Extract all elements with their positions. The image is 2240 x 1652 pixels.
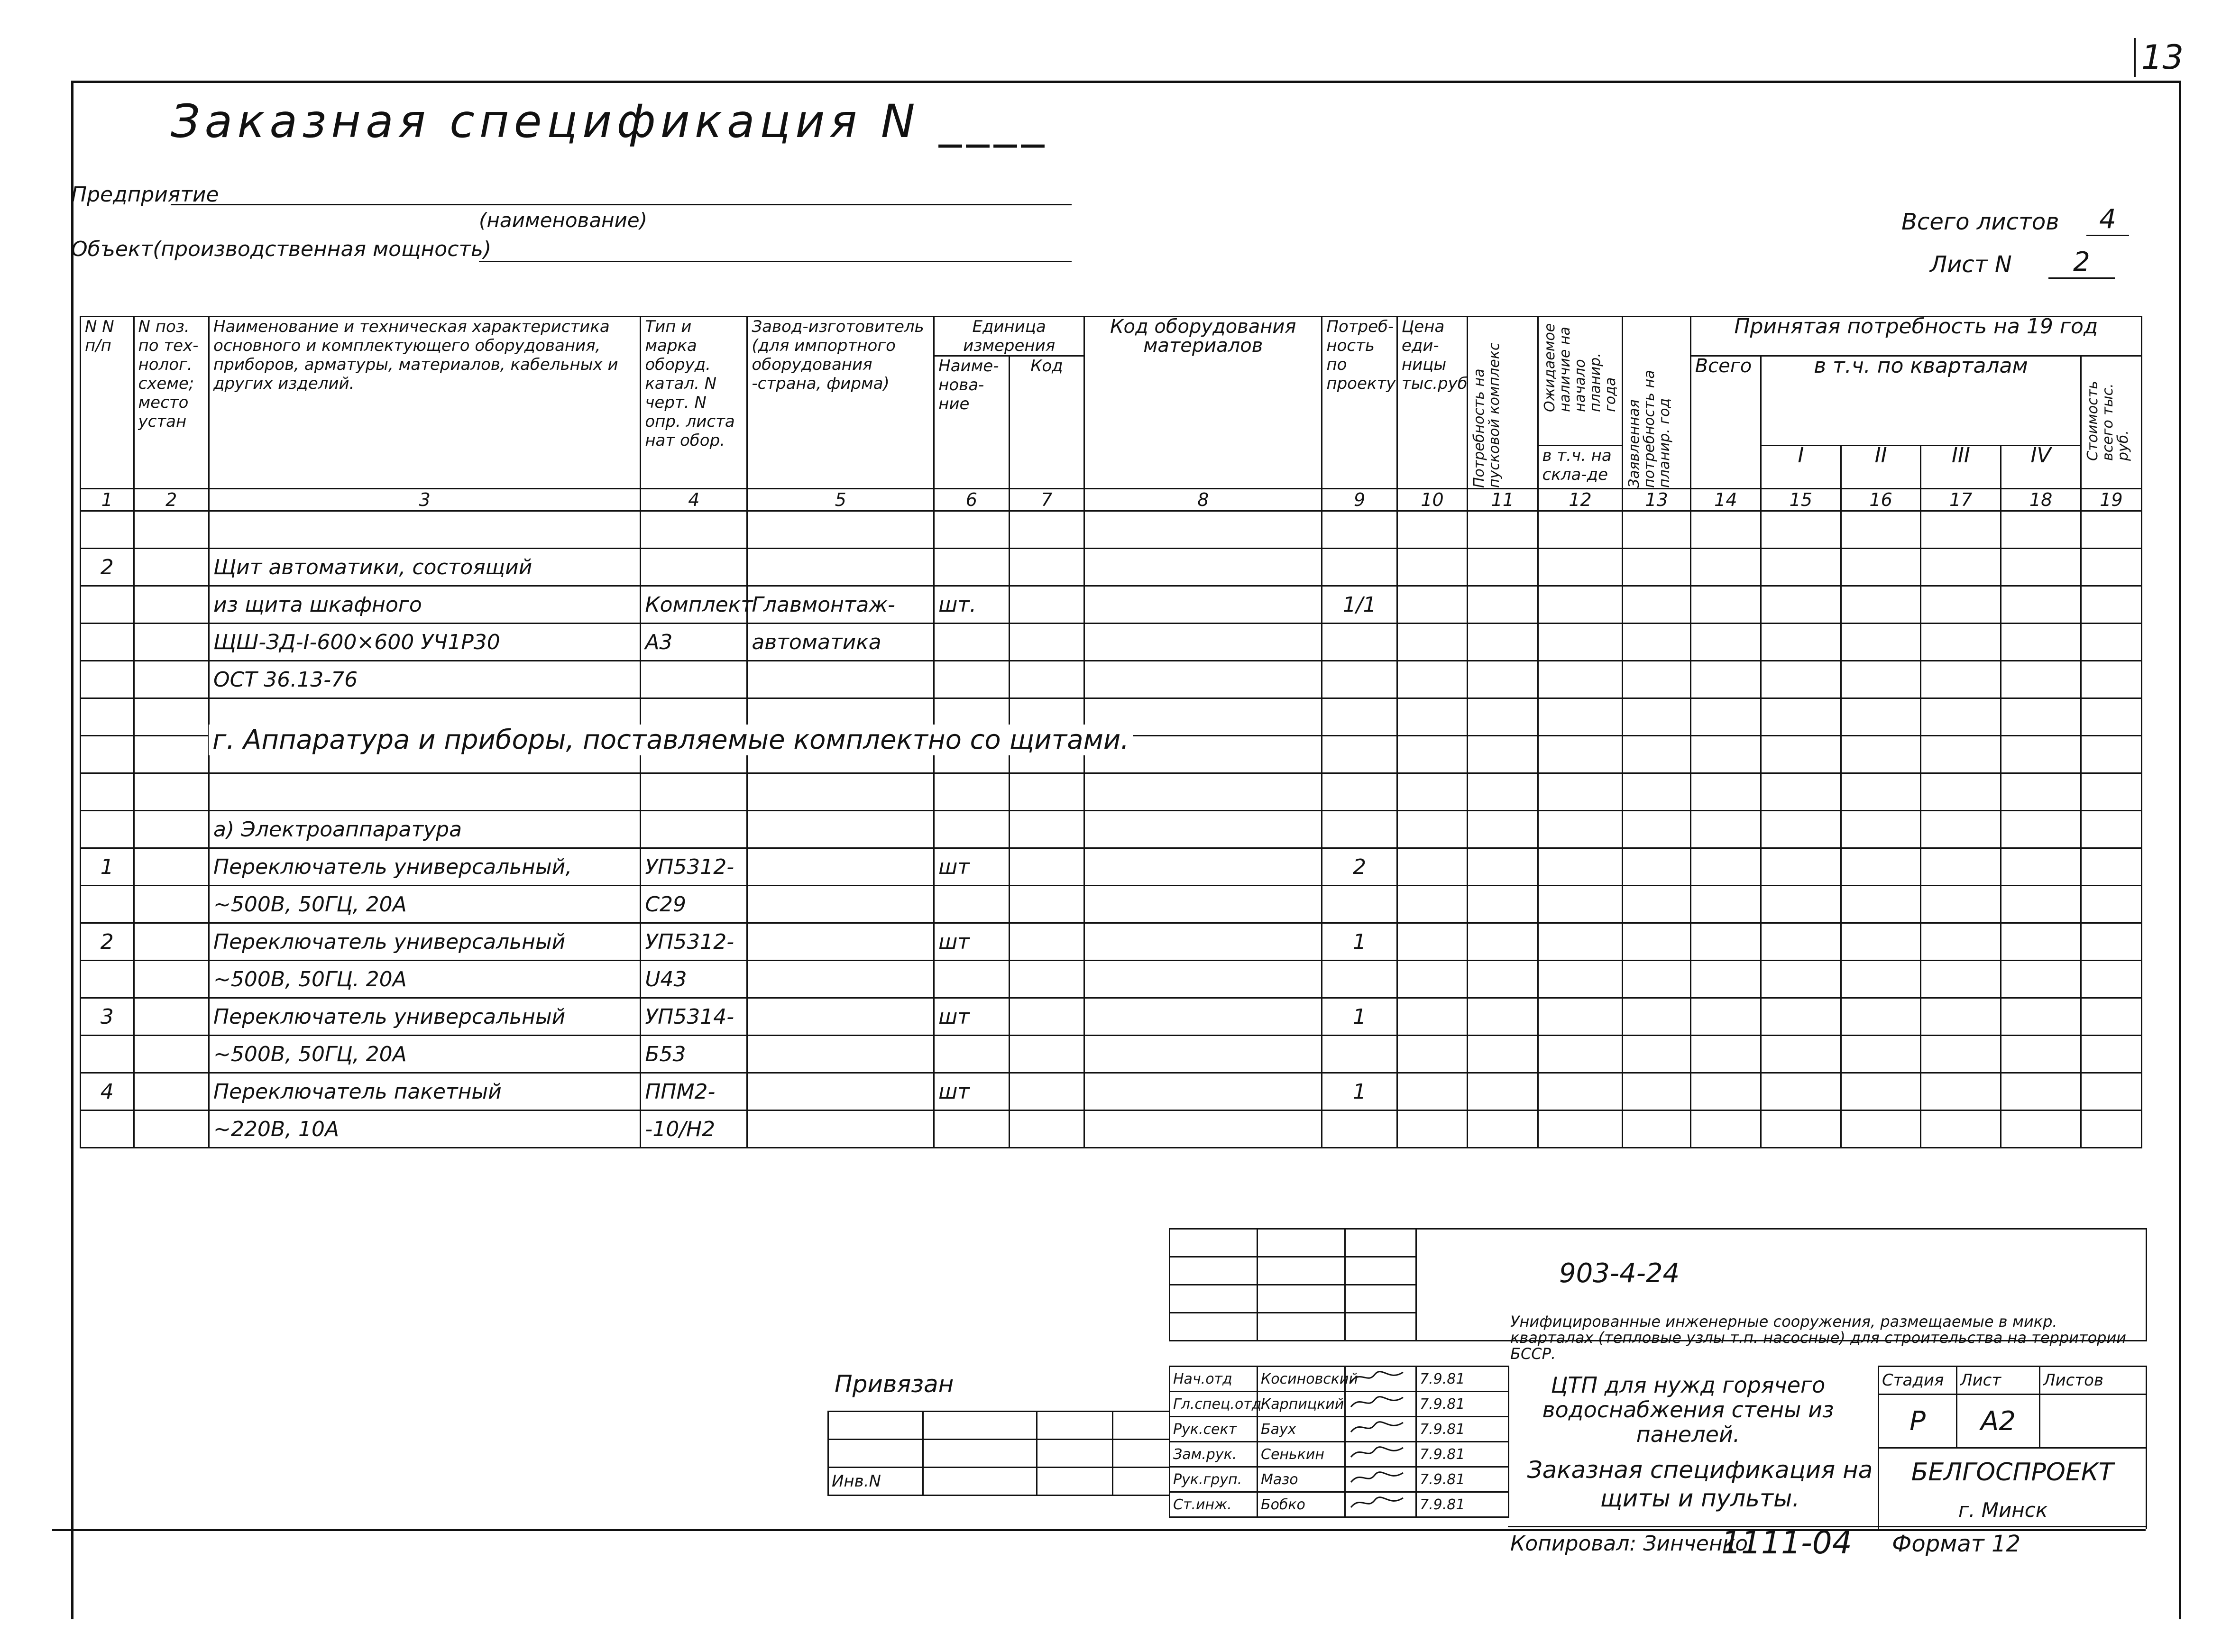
cell-n <box>81 698 134 736</box>
role-title: Ст.инж. <box>1170 1492 1258 1517</box>
cell-name: ~500В, 50ГЦ. 20А <box>209 961 641 998</box>
cell-n <box>81 624 134 661</box>
cell-type: УП5312- <box>641 923 747 961</box>
cell-qty <box>1322 811 1397 848</box>
cell-type: УП5314- <box>641 998 747 1036</box>
role-row <box>1170 1492 1509 1517</box>
total-sheets-label: Всего листов <box>1901 209 2059 235</box>
hdr-price: Цена еди-ницы тыс.руб <box>1397 317 1467 489</box>
cell-type <box>641 511 747 549</box>
cell-qty: 1 <box>1322 1073 1397 1111</box>
role-row <box>1170 1367 1509 1392</box>
cell-maker <box>747 961 934 998</box>
cell-name: Переключатель универсальный, <box>209 848 641 886</box>
hdr-number: N N п/п <box>81 317 134 489</box>
table-header-row <box>81 317 2142 356</box>
cell-qty: 1 <box>1322 998 1397 1036</box>
cell-type: Б53 <box>641 1036 747 1073</box>
role-row <box>1170 1467 1509 1492</box>
column-number: 19 <box>2081 489 2141 511</box>
hdr-expected-text: Ожидаемое наличие на начало планир. года <box>1541 323 1619 412</box>
stamp-project-desc: Унифицированные инженерные сооружения, размещаемые в микр. кварталах (тепловые узлы т.п. насосные) для строительства на территории БССР. <box>1510 1312 2127 1363</box>
privyazan-label: Привязан <box>835 1370 954 1398</box>
cell-name: из щита шкафного <box>209 586 641 624</box>
signature-icon <box>1349 1468 1405 1487</box>
hdr-cost-text: Стоимость всего тыс. руб. <box>2084 381 2131 461</box>
table-row <box>81 1073 2142 1111</box>
cell-n <box>81 773 134 811</box>
role-signature <box>1345 1442 1416 1467</box>
sheet-num: А2 <box>1957 1395 2040 1448</box>
role-date: 7.9.81 <box>1416 1367 1509 1392</box>
cell-type <box>641 661 747 698</box>
cell-n: 1 <box>81 848 134 886</box>
cell-unit: шт <box>934 848 1010 886</box>
column-number: 2 <box>134 489 209 511</box>
cell-unit: шт <box>934 923 1010 961</box>
cell-maker <box>747 886 934 923</box>
cell-type: U43 <box>641 961 747 998</box>
column-number: 9 <box>1322 489 1397 511</box>
table-row <box>81 998 2142 1036</box>
cell-unit: шт <box>934 1073 1010 1111</box>
cell-pos <box>134 549 209 586</box>
cell-type: УП5312- <box>641 848 747 886</box>
table-row <box>81 811 2142 848</box>
hdr-claimed <box>1623 317 1690 489</box>
hdr-need: Потреб-ность по проекту <box>1322 317 1397 489</box>
cell-maker <box>747 511 934 549</box>
cell-n <box>81 961 134 998</box>
cell-pos <box>134 811 209 848</box>
column-number: 6 <box>934 489 1010 511</box>
sheet-lbl: Лист <box>1957 1367 2040 1395</box>
cell-qty <box>1322 661 1397 698</box>
cell-n: 4 <box>81 1073 134 1111</box>
column-number: 13 <box>1623 489 1690 511</box>
hdr-code: Код оборудования материалов <box>1084 317 1322 489</box>
cell-maker <box>747 848 934 886</box>
column-number: 7 <box>1009 489 1084 511</box>
cell-unit <box>934 773 1010 811</box>
sheets-lbl: Листов <box>2040 1367 2147 1395</box>
cell-type <box>641 811 747 848</box>
table-row <box>81 961 2142 998</box>
page-number: 13 <box>2134 38 2184 77</box>
cell-n <box>81 1036 134 1073</box>
stamp-sheet-title: Заказная спецификация на щиты и пульты. <box>1527 1456 1873 1512</box>
hdr-unit-code: Код <box>1009 356 1084 489</box>
inv-label: Инв.N <box>828 1468 923 1496</box>
cell-pos <box>134 1073 209 1111</box>
hdr-maker: Завод-изготовитель (для импортного оборудования -страна, фирма) <box>747 317 934 489</box>
cell-unit: шт. <box>934 586 1010 624</box>
cell-name: ~500В, 50ГЦ, 20А <box>209 886 641 923</box>
cell-name <box>209 773 641 811</box>
cell-maker <box>747 549 934 586</box>
org-city: г. Минск <box>1958 1498 2048 1522</box>
cell-name: ЩШ-ЗД-I-600×600 УЧ1Р30 <box>209 624 641 661</box>
privyazan-grid <box>827 1411 1170 1496</box>
cell-unit <box>934 886 1010 923</box>
role-row <box>1170 1442 1509 1467</box>
cell-qty <box>1322 961 1397 998</box>
sheet-label: Лист N <box>1930 251 2012 278</box>
cell-n: 2 <box>81 549 134 586</box>
cell-type: С29 <box>641 886 747 923</box>
role-date: 7.9.81 <box>1416 1492 1509 1517</box>
cell-type: -10/Н2 <box>641 1111 747 1148</box>
table-row <box>81 848 2142 886</box>
column-number: 11 <box>1468 489 1538 511</box>
signature-icon <box>1349 1367 1405 1386</box>
signature-icon <box>1349 1493 1405 1512</box>
hdr-in-stock: в т.ч. на скла-де <box>1538 445 1623 488</box>
role-title: Нач.отд <box>1170 1367 1258 1392</box>
cell-qty <box>1322 773 1397 811</box>
cell-n: 2 <box>81 923 134 961</box>
signature-icon <box>1349 1443 1405 1462</box>
stamp-work-title: ЦТП для нужд горячего водоснабжения стены из панелей. <box>1542 1372 1834 1447</box>
role-person: Карпицкий <box>1258 1392 1345 1417</box>
column-number-row <box>81 489 2142 511</box>
cell-qty <box>1322 549 1397 586</box>
copy-number: 1111-04 <box>1721 1524 1852 1561</box>
role-row <box>1170 1392 1509 1417</box>
cell-pos <box>134 998 209 1036</box>
cell-maker <box>747 998 934 1036</box>
cell-type <box>641 773 747 811</box>
hdr-expected <box>1538 317 1623 446</box>
enterprise-label: Предприятие <box>71 183 219 207</box>
cell-n <box>81 661 134 698</box>
hdr-unit-name: Наиме-нова-ние <box>934 356 1010 489</box>
cell-maker <box>747 1111 934 1148</box>
role-signature <box>1345 1392 1416 1417</box>
column-number: 16 <box>1841 489 1921 511</box>
role-person: Косиновский <box>1258 1367 1345 1392</box>
role-date: 7.9.81 <box>1416 1392 1509 1417</box>
stamp-roles <box>1169 1366 1509 1518</box>
stage-label: Стадия <box>1879 1367 1957 1395</box>
cell-unit <box>934 1111 1010 1148</box>
cell-pos <box>134 773 209 811</box>
table-row <box>81 886 2142 923</box>
role-signature <box>1345 1367 1416 1392</box>
copied-by: Копировал: Зинченко <box>1510 1532 1748 1556</box>
cell-qty <box>1322 1036 1397 1073</box>
stage-value: Р <box>1879 1395 1957 1448</box>
cell-unit <box>934 961 1010 998</box>
role-date: 7.9.81 <box>1416 1467 1509 1492</box>
role-signature <box>1345 1492 1416 1517</box>
cell-unit <box>934 661 1010 698</box>
role-person: Баух <box>1258 1417 1345 1442</box>
cell-unit <box>934 811 1010 848</box>
hdr-q4: IV <box>2001 445 2081 488</box>
hdr-q1: I <box>1761 445 1841 488</box>
cell-name: Переключатель пакетный <box>209 1073 641 1111</box>
column-number: 17 <box>1921 489 2001 511</box>
role-row <box>1170 1417 1509 1442</box>
cell-pos <box>134 886 209 923</box>
cell-maker: автоматика <box>747 624 934 661</box>
cell-type <box>641 549 747 586</box>
column-number: 15 <box>1761 489 1841 511</box>
cell-qty: 1/1 <box>1322 586 1397 624</box>
table-row <box>81 661 2142 698</box>
cell-name <box>209 511 641 549</box>
column-number: 1 <box>81 489 134 511</box>
section-heading: г. Аппаратура и приборы, поставляемые комплектно со щитами. <box>209 725 1133 755</box>
cell-qty <box>1322 698 1397 736</box>
hdr-startup-text: Потребность на пусковой комплекс <box>1471 342 1503 488</box>
signature-icon <box>1349 1393 1405 1412</box>
cell-name: ОСТ 36.13-76 <box>209 661 641 698</box>
cell-pos <box>134 923 209 961</box>
cell-unit <box>934 624 1010 661</box>
cell-n: 3 <box>81 998 134 1036</box>
role-signature <box>1345 1467 1416 1492</box>
column-number: 3 <box>209 489 641 511</box>
cell-maker <box>747 1036 934 1073</box>
cell-pos <box>134 848 209 886</box>
cell-n <box>81 736 134 773</box>
cell-pos <box>134 961 209 998</box>
cell-pos <box>134 736 209 773</box>
cell-qty: 1 <box>1322 923 1397 961</box>
hdr-type: Тип и марка оборуд. катал. N черт. N опр. листа нат обор. <box>641 317 747 489</box>
column-number: 10 <box>1397 489 1467 511</box>
hdr-startup <box>1468 317 1538 489</box>
role-date: 7.9.81 <box>1416 1442 1509 1467</box>
role-signature <box>1345 1417 1416 1442</box>
role-date: 7.9.81 <box>1416 1417 1509 1442</box>
table-row <box>81 773 2142 811</box>
cell-type: ППМ2- <box>641 1073 747 1111</box>
cell-qty: 2 <box>1322 848 1397 886</box>
role-title: Рук.сект <box>1170 1417 1258 1442</box>
cell-name: ~500В, 50ГЦ, 20А <box>209 1036 641 1073</box>
table-row <box>81 511 2142 549</box>
cell-qty <box>1322 736 1397 773</box>
signature-icon <box>1349 1418 1405 1437</box>
cell-n <box>81 811 134 848</box>
cell-n <box>81 586 134 624</box>
cell-qty <box>1322 1111 1397 1148</box>
object-line <box>479 261 1072 262</box>
column-number: 4 <box>641 489 747 511</box>
cell-pos <box>134 698 209 736</box>
hdr-accepted: Принятая потребность на 19 год <box>1690 317 2141 356</box>
hdr-total: Всего <box>1690 356 1761 489</box>
table-row <box>81 624 2142 661</box>
cell-qty <box>1322 624 1397 661</box>
hdr-unit-group: Единица измерения <box>934 317 1084 356</box>
cell-maker: Главмонтаж- <box>747 586 934 624</box>
cell-type: А3 <box>641 624 747 661</box>
cell-n <box>81 511 134 549</box>
total-sheets-value: 4 <box>2086 204 2129 236</box>
column-number: 8 <box>1084 489 1322 511</box>
format-label: Формат 12 <box>1892 1531 2021 1557</box>
cell-maker <box>747 811 934 848</box>
cell-maker <box>747 773 934 811</box>
stamp-doc-code: 903-4-24 <box>1416 1229 2147 1341</box>
cell-unit <box>934 549 1010 586</box>
cell-pos <box>134 1036 209 1073</box>
object-label: Объект(производственная мощность) <box>71 237 492 261</box>
column-number: 14 <box>1690 489 1761 511</box>
sheet-value: 2 <box>2048 247 2115 279</box>
name-hint: (наименование) <box>479 209 648 232</box>
cell-maker <box>747 923 934 961</box>
role-title: Зам.рук. <box>1170 1442 1258 1467</box>
table-row <box>81 586 2142 624</box>
hdr-q3: III <box>1921 445 2001 488</box>
cell-maker <box>747 1073 934 1111</box>
cell-unit <box>934 1036 1010 1073</box>
cell-pos <box>134 661 209 698</box>
cell-qty <box>1322 886 1397 923</box>
hdr-claimed-text: Заявленная потребность на планир. год <box>1626 370 1673 488</box>
hdr-name: Наименование и техническая характеристика основного и комплектующего оборудования, приборов, арматуры, материалов, кабельных и других изделий. <box>209 317 641 489</box>
table-row <box>81 1111 2142 1148</box>
column-number: 18 <box>2001 489 2081 511</box>
cell-unit <box>934 511 1010 549</box>
cell-n <box>81 1111 134 1148</box>
hdr-position: N поз. по тех-нолог. схеме; место устан <box>134 317 209 489</box>
cell-name: Переключатель универсальный <box>209 923 641 961</box>
cell-qty <box>1322 511 1397 549</box>
role-person: Мазо <box>1258 1467 1345 1492</box>
cell-pos <box>134 624 209 661</box>
cell-name: ~220В, 10А <box>209 1111 641 1148</box>
cell-maker <box>747 661 934 698</box>
cell-pos <box>134 511 209 549</box>
table-row <box>81 1036 2142 1073</box>
column-number: 12 <box>1538 489 1623 511</box>
hdr-q2: II <box>1841 445 1921 488</box>
cell-unit: шт <box>934 998 1010 1036</box>
enterprise-line <box>171 204 1072 205</box>
cell-name: Переключатель универсальный <box>209 998 641 1036</box>
role-title: Гл.спец.отд <box>1170 1392 1258 1417</box>
table-row <box>81 549 2142 586</box>
cell-n <box>81 886 134 923</box>
hdr-quarters: в т.ч. по кварталам <box>1761 356 2081 446</box>
column-number: 5 <box>747 489 934 511</box>
hdr-cost <box>2081 356 2141 489</box>
role-person: Бобко <box>1258 1492 1345 1517</box>
document-title: Заказная спецификация N ____ <box>171 95 1049 148</box>
cell-pos <box>134 1111 209 1148</box>
cell-type: Комплект <box>641 586 747 624</box>
cell-name: Щит автоматики, состоящий <box>209 549 641 586</box>
org-name: БЕЛГОСПРОЕКТ <box>1879 1448 2147 1530</box>
cell-name: а) Электроаппаратура <box>209 811 641 848</box>
role-person: Сенькин <box>1258 1442 1345 1467</box>
cell-pos <box>134 586 209 624</box>
table-row <box>81 923 2142 961</box>
role-title: Рук.груп. <box>1170 1467 1258 1492</box>
